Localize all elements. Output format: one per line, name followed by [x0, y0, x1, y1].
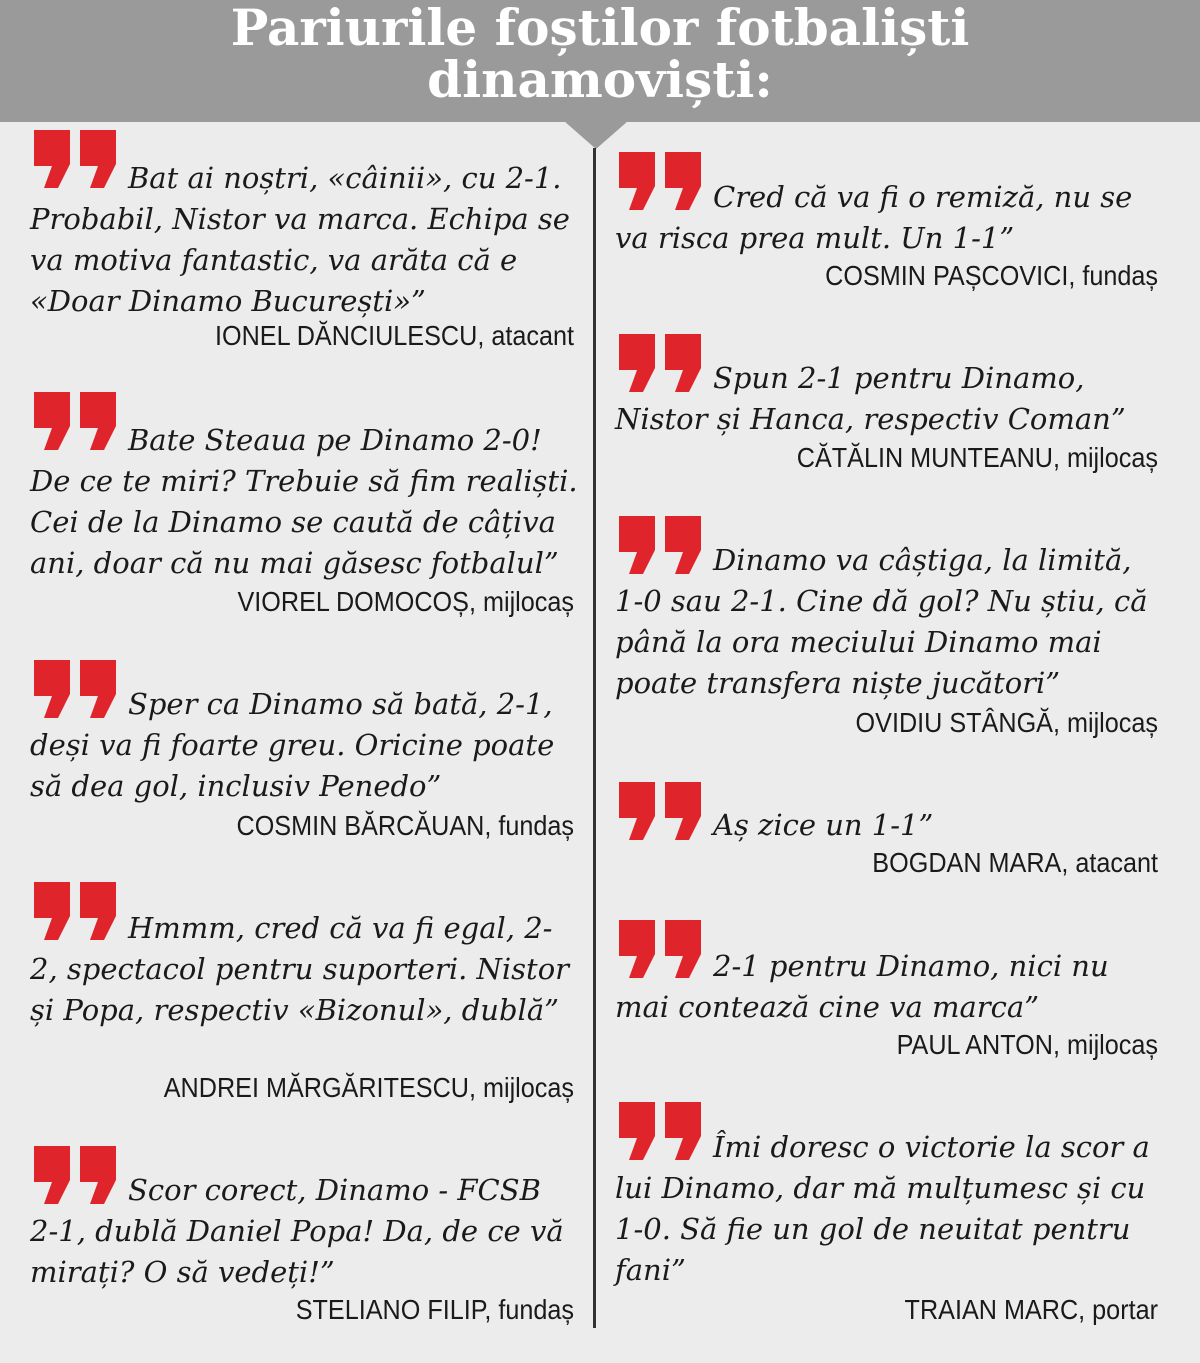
quote-text: Spun 2-1 pentru Dinamo, Nistor și Hanca, respectiv Coman”	[615, 361, 1126, 436]
quote-text: Bat ai noștri, «câinii», cu 2-1. Probabil, Nistor va marca. Echipa se va motiva fantastic, va arăta că e «Doar Dinamo București»”	[30, 161, 570, 318]
quote-text: Cred că va fi o remiză, nu se va risca prea mult. Un 1-1”	[615, 180, 1133, 255]
quote-text: Sper ca Dinamo să bată, 2-1, deși va fi foarte greu. Oricine poate să dea gol, inclusiv Penedo”	[30, 687, 555, 803]
quote-author: PAUL ANTON, mijlocaș	[896, 1029, 1158, 1060]
quote-text: Îmi doresc o victorie la scor a lui Dinamo, dar mă mulțumesc și cu 1-0. Să fie un gol de neuitat pentru fani”	[615, 1130, 1150, 1287]
quote-author: CĂTĂLIN MUNTEANU, mijlocaș	[796, 442, 1158, 473]
quote-author: STELIANO FILIP, fundaș	[295, 1294, 574, 1325]
title-line-2: dinamoviști:	[427, 50, 773, 109]
title-line-1: Pariurile foștilor fotbaliști	[230, 0, 970, 57]
quote-author: TRAIAN MARC, portar	[904, 1294, 1158, 1325]
quote-author: IONEL DĂNCIULESCU, atacant	[214, 320, 575, 351]
quote-text: Scor corect, Dinamo - FCSB 2-1, dublă Daniel Popa! Da, de ce vă mirați? O să vedeți!”	[30, 1173, 564, 1289]
quote-author: BOGDAN MARA, atacant	[872, 847, 1158, 878]
quote-text: Dinamo va câștiga, la limită, 1-0 sau 2-1. Cine dă gol? Nu știu, că până la ora meciului Dinamo mai poate transfera niște jucători”	[615, 543, 1148, 700]
header-pointer	[564, 121, 628, 149]
page-title	[0, 0, 1200, 109]
quote-author: OVIDIU STÂNGĂ, mijlocaș	[855, 707, 1158, 738]
quote-text: Hmmm, cred că va fi egal, 2-2, spectacol pentru suporteri. Nistor și Popa, respectiv «Bizonul», dublă”	[30, 911, 570, 1027]
column-divider	[593, 148, 596, 1328]
quote-text: Aș zice un 1-1”	[713, 808, 934, 842]
quote-author: COSMIN BĂRCĂUAN, fundaș	[236, 810, 574, 841]
quote-author: VIOREL DOMOCOȘ, mijlocaș	[237, 586, 574, 617]
header-banner	[0, 0, 1200, 122]
quote-author: ANDREI MĂRGĂRITESCU, mijlocaș	[163, 1072, 574, 1103]
quote-text: Bate Steaua pe Dinamo 2-0! De ce te miri? Trebuie să fim realiști. Cei de la Dinamo se caută de câțiva ani, doar că nu mai găsesc fotbalul”	[30, 423, 578, 580]
quote-author: COSMIN PAȘCOVICI, fundaș	[825, 260, 1158, 291]
quote-text: 2-1 pentru Dinamo, nici nu mai contează cine va marca”	[615, 949, 1109, 1024]
